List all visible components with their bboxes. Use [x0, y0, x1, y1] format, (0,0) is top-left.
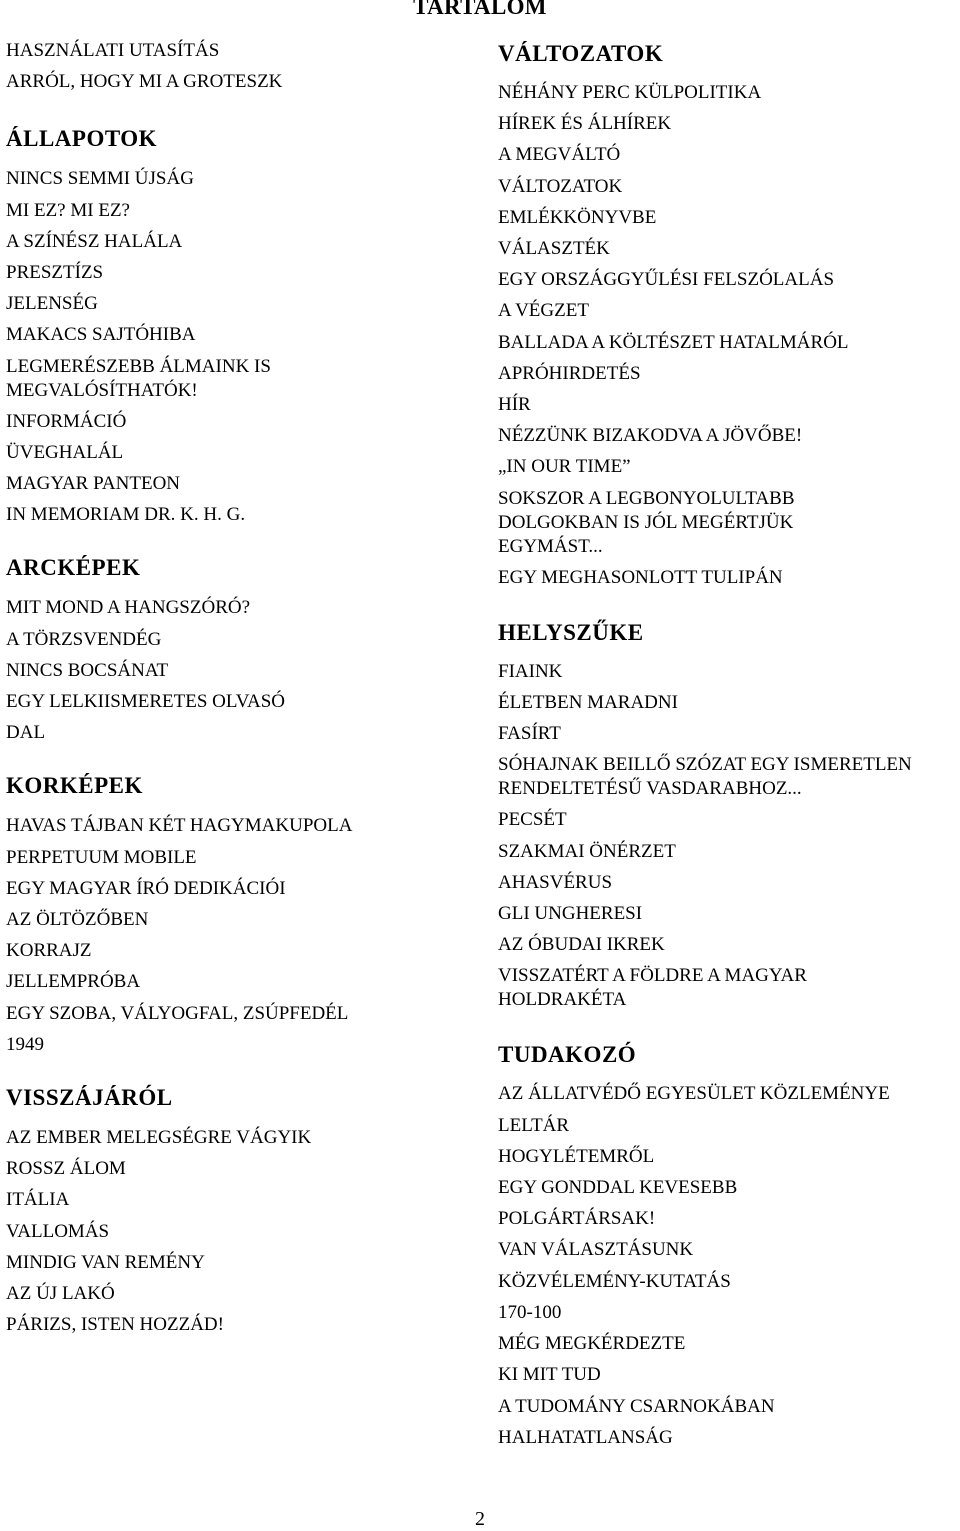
toc-entry[interactable]: LEGMERÉSZEBB ÁLMAINK IS MEGVALÓSÍTHATÓK! [6, 355, 271, 401]
toc-entry[interactable]: PECSÉT [498, 809, 567, 831]
toc-entry[interactable]: KI MIT TUD [498, 1364, 601, 1386]
toc-entry[interactable]: SZAKMAI ÖNÉRZET [498, 840, 676, 862]
toc-entry[interactable]: VÁLTOZATOK [498, 175, 623, 197]
toc-entry[interactable]: VALLOMÁS [6, 1220, 110, 1242]
toc-entry[interactable]: EGY ORSZÁGGYŰLÉSI FELSZÓLALÁS [498, 269, 835, 291]
section-heading-arckepek: ARCKÉPEK [6, 555, 141, 581]
toc-entry[interactable]: PÁRIZS, ISTEN HOZZÁD! [6, 1314, 224, 1336]
toc-entry[interactable]: EMLÉKKÖNYVBE [498, 206, 657, 228]
toc-entry[interactable]: AZ ÁLLATVÉDŐ EGYESÜLET KÖZLEMÉNYE [498, 1083, 890, 1105]
toc-entry[interactable]: ITÁLIA [6, 1189, 70, 1211]
toc-entry[interactable]: HALHATATLANSÁG [498, 1426, 673, 1448]
toc-entry[interactable]: AZ ÓBUDAI IKREK [498, 934, 665, 956]
section-heading-visszajarol: VISSZÁJÁRÓL [6, 1085, 173, 1111]
toc-entry[interactable]: 1949 [6, 1033, 44, 1055]
toc-entry[interactable]: MINDIG VAN REMÉNY [6, 1251, 205, 1273]
toc-entry[interactable]: EGY SZOBA, VÁLYOGFAL, ZSÚPFEDÉL [6, 1002, 349, 1024]
toc-entry[interactable]: DAL [6, 722, 46, 744]
toc-entry[interactable]: A VÉGZET [498, 300, 589, 322]
section-heading-helyszuke: HELYSZŰKE [498, 619, 644, 645]
toc-entry[interactable]: EGY LELKIISMERETES OLVASÓ [6, 691, 286, 713]
toc-entry[interactable]: AZ ÚJ LAKÓ [6, 1283, 115, 1305]
toc-entry[interactable]: AHASVÉRUS [498, 871, 613, 893]
toc-entry[interactable]: MI EZ? MI EZ? [6, 199, 130, 221]
toc-entry[interactable]: FASÍRT [498, 723, 561, 745]
toc-entry[interactable]: LELTÁR [498, 1114, 570, 1136]
toc-entry[interactable]: MAKACS SAJTÓHIBA [6, 324, 196, 346]
toc-entry[interactable]: EGY MAGYAR ÍRÓ DEDIKÁCIÓI [6, 877, 286, 899]
toc-entry[interactable]: HAVAS TÁJBAN KÉT HAGYMAKUPOLA [6, 815, 353, 837]
toc-left-column [6, 0, 476, 1341]
section-heading-tudakozo: TUDAKOZÓ [498, 1042, 637, 1068]
page-title: TARTALOM [413, 0, 547, 19]
toc-entry[interactable]: MÉG MEGKÉRDEZTE [498, 1333, 686, 1355]
toc-entry[interactable]: PERPETUUM MOBILE [6, 846, 197, 868]
toc-entry[interactable]: A SZÍNÉSZ HALÁLA [6, 230, 183, 252]
section-heading-valtozatok: VÁLTOZATOK [498, 41, 664, 66]
toc-entry[interactable]: FIAINK [498, 660, 563, 682]
toc-entry[interactable]: NÉZZÜNK BIZAKODVA A JÖVŐBE! [498, 425, 803, 447]
toc-entry[interactable]: ARRÓL, HOGY MI A GROTESZK [6, 71, 283, 93]
toc-entry[interactable]: HOGYLÉTEMRŐL [498, 1145, 655, 1167]
toc-entry[interactable]: MAGYAR PANTEON [6, 473, 181, 495]
toc-entry[interactable]: „IN OUR TIME” [498, 456, 631, 478]
toc-entry[interactable]: IN MEMORIAM DR. K. H. G. [6, 504, 246, 526]
section-heading-korkepek: KORKÉPEK [6, 773, 143, 799]
toc-entry[interactable]: VISSZATÉRT A FÖLDRE A MAGYAR HOLDRAKÉTA [498, 965, 807, 1011]
toc-entry[interactable]: HÍREK ÉS ÁLHÍREK [498, 113, 672, 135]
toc-entry[interactable]: ÉLETBEN MARADNI [498, 692, 678, 714]
toc-entry[interactable]: A MEGVÁLTÓ [498, 144, 621, 166]
toc-entry[interactable]: AZ ÖLTÖZŐBEN [6, 909, 149, 931]
toc-entry[interactable]: AZ EMBER MELEGSÉGRE VÁGYIK [6, 1127, 312, 1149]
toc-entry[interactable]: NINCS SEMMI ÚJSÁG [6, 168, 194, 190]
toc-entry[interactable]: BALLADA A KÖLTÉSZET HATALMÁRÓL [498, 331, 849, 353]
toc-entry[interactable]: 170-100 [498, 1301, 562, 1323]
toc-entry[interactable]: POLGÁRTÁRSAK! [498, 1208, 656, 1230]
toc-right-column [498, 0, 960, 1453]
toc-entry[interactable]: NÉHÁNY PERC KÜLPOLITIKA [498, 82, 762, 103]
toc-entry[interactable]: ROSSZ ÁLOM [6, 1158, 126, 1180]
toc-entry[interactable]: EGY GONDDAL KEVESEBB [498, 1177, 738, 1199]
page-number: 2 [475, 1508, 485, 1530]
toc-entry[interactable]: KORRAJZ [6, 940, 92, 962]
toc-entry[interactable]: KÖZVÉLEMÉNY-KUTATÁS [498, 1270, 731, 1292]
toc-entry[interactable]: SÓHAJNAK BEILLŐ SZÓZAT EGY ISMERETLEN RENDELTETÉSŰ VASDARABHOZ... [498, 754, 912, 800]
toc-entry[interactable]: GLI UNGHERESI [498, 903, 643, 925]
toc-entry[interactable]: EGY MEGHASONLOTT TULIPÁN [498, 566, 783, 588]
toc-entry[interactable]: NINCS BOCSÁNAT [6, 659, 169, 681]
toc-entry[interactable]: VAN VÁLASZTÁSUNK [498, 1239, 694, 1261]
section-heading-allapotok: ÁLLAPOTOK [6, 126, 158, 152]
toc-entry[interactable]: PRESZTÍZS [6, 262, 104, 284]
toc-entry[interactable]: HASZNÁLATI UTASÍTÁS [6, 40, 220, 61]
toc-entry[interactable]: JELENSÉG [6, 293, 98, 315]
toc-entry[interactable]: INFORMÁCIÓ [6, 410, 127, 432]
toc-entry[interactable]: MIT MOND A HANGSZÓRÓ? [6, 597, 251, 619]
toc-entry[interactable]: VÁLASZTÉK [498, 238, 610, 260]
toc-entry[interactable]: A TÖRZSVENDÉG [6, 628, 162, 650]
toc-entry[interactable]: SOKSZOR A LEGBONYOLULTABB DOLGOKBAN IS JÓL MEGÉRTJÜK EGYMÁST... [498, 487, 795, 557]
toc-entry[interactable]: APRÓHIRDETÉS [498, 362, 641, 384]
toc-entry[interactable]: ÜVEGHALÁL [6, 441, 124, 463]
toc-entry[interactable]: HÍR [498, 394, 531, 416]
toc-entry[interactable]: A TUDOMÁNY CSARNOKÁBAN [498, 1395, 775, 1417]
toc-entry[interactable]: JELLEMPRÓBA [6, 971, 141, 993]
